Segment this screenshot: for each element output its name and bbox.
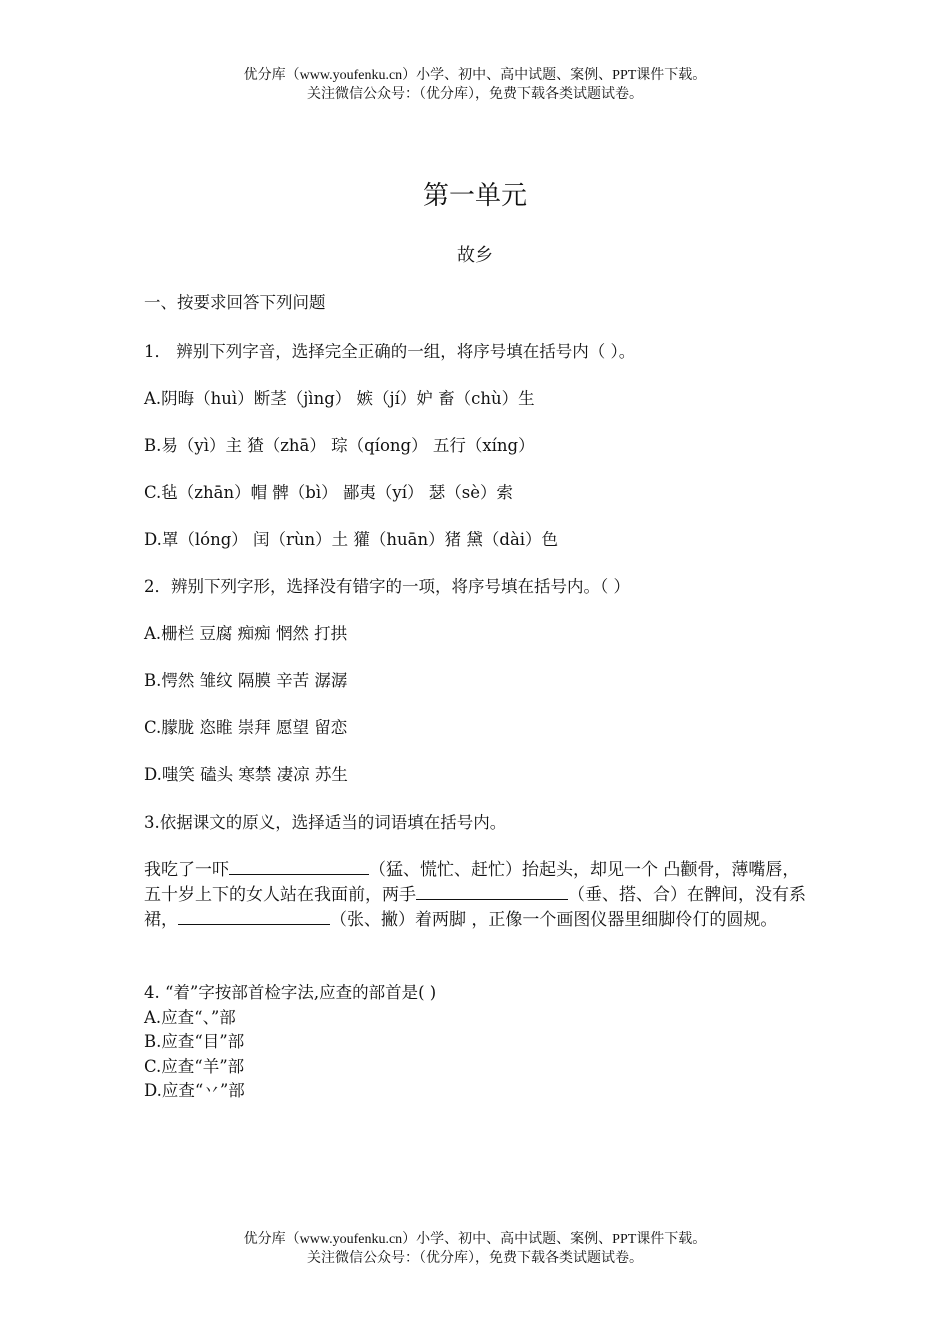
lesson-title: 故乡 <box>457 245 493 266</box>
question-2-option-c: C.朦胧 恣睢 崇拜 愿望 留恋 <box>144 718 348 737</box>
header-line-1: 优分库（www.youfenku.cn）小学、初中、高中试题、案例、PPT课件下载。 <box>243 68 707 83</box>
question-4-option-d: D.应查“丷”部 <box>144 1081 245 1100</box>
question-4-option-a: A.应查“、”部 <box>144 1007 236 1027</box>
question-1-option-b: B.易（yì）主 猹（zhā） 琮（qíong） 五行（xíng） <box>144 436 535 455</box>
footer-line-1: 优分库（www.youfenku.cn）小学、初中、高中试题、案例、PPT课件下载。 <box>243 1232 707 1247</box>
unit-title: 第一单元 <box>422 181 527 211</box>
question-3-stem: 3.依据课文的原义，选择适当的词语填在括号内。 <box>144 813 507 832</box>
question-4-option-c: C.应查“羊”部 <box>144 1056 245 1076</box>
page-footer <box>0 1230 950 1268</box>
question-4 <box>144 981 436 1104</box>
question-2-option-a: A.栅栏 豆腐 痴痴 惘然 打拱 <box>144 624 348 643</box>
question-1-option-c: C.毡（zhān）帽 髀（bì） 鄙夷（yí） 瑟（sè）索 <box>144 483 513 502</box>
passage-part-2: （猛、慌忙、赶忙）抬起头，却见一个 凸颧骨，薄嘴唇，五十岁上下的女人站在我面前，两手 <box>144 860 800 905</box>
answer-blank-3[interactable] <box>178 908 330 925</box>
question-2-option-b: B.愕然 雏纹 隔膜 辛苦 潺潺 <box>144 671 348 690</box>
answer-blank-2[interactable] <box>416 883 568 900</box>
question-2-stem: 2．辨别下列字形，选择没有错字的一项，将序号填在括号内。（ ） <box>144 577 630 596</box>
footer-line-2: 关注微信公众号：（优分库），免费下载各类试题试卷。 <box>307 1251 643 1266</box>
header-line-2: 关注微信公众号：（优分库），免费下载各类试题试卷。 <box>307 87 643 102</box>
passage-part-3: （垂、搭、合）在髀间，没有系裙， <box>144 885 806 930</box>
passage-part-4: （张、撇）着两脚 ，正像一个画图仪器里细脚伶仃的圆规。 <box>330 910 778 930</box>
question-4-option-b: B.应查“目”部 <box>144 1032 245 1051</box>
page-header <box>0 66 950 104</box>
question-3-passage <box>144 858 814 933</box>
passage-part-1: 我吃了一吓 <box>144 860 229 880</box>
question-1-stem: 1． 辨别下列字音，选择完全正确的一组，将序号填在括号内（ ）。 <box>144 342 636 361</box>
question-1-option-d: D.罩（lóng） 闰（rùn）土 獾（huān）猪 黛（dài）色 <box>144 530 559 549</box>
question-2-option-d: D.嗤笑 磕头 寒禁 凄凉 苏生 <box>144 765 348 784</box>
answer-blank-1[interactable] <box>229 858 369 875</box>
question-4-stem: 4. “着”字按部首检字法,应查的部首是( ) <box>144 983 437 1002</box>
section-heading: 一、按要求回答下列问题 <box>144 293 326 312</box>
question-1-option-a: A.阴晦（huì）断茎（jìng） 嫉（jí）妒 畜（chù）生 <box>144 389 535 408</box>
